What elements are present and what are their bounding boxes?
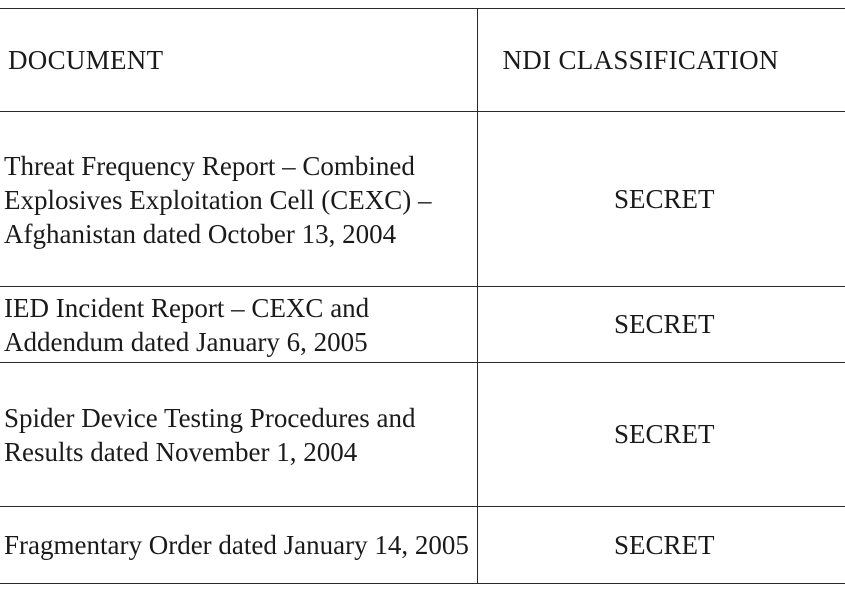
classification-cell: SECRET [477,287,845,363]
header-document: DOCUMENT [0,9,477,112]
classification-cell: SECRET [477,112,845,287]
document-cell: IED Incident Report – CEXC and Addendum dated January 6, 2005 [0,287,477,363]
document-cell: Spider Device Testing Procedures and Results dated November 1, 2004 [0,363,477,507]
header-ndi-classification: NDI CLASSIFICATION [477,9,845,112]
table-header-row [0,9,845,112]
table-row [0,363,845,507]
classification-table [0,8,845,584]
classification-cell: SECRET [477,363,845,507]
table-row [0,287,845,363]
document-cell: Threat Frequency Report – Combined Explosives Exploitation Cell (CEXC) – Afghanistan dated October 13, 2004 [0,112,477,287]
table-row [0,112,845,287]
table-row [0,507,845,584]
document-cell: Fragmentary Order dated January 14, 2005 [0,507,477,584]
classification-cell: SECRET [477,507,845,584]
